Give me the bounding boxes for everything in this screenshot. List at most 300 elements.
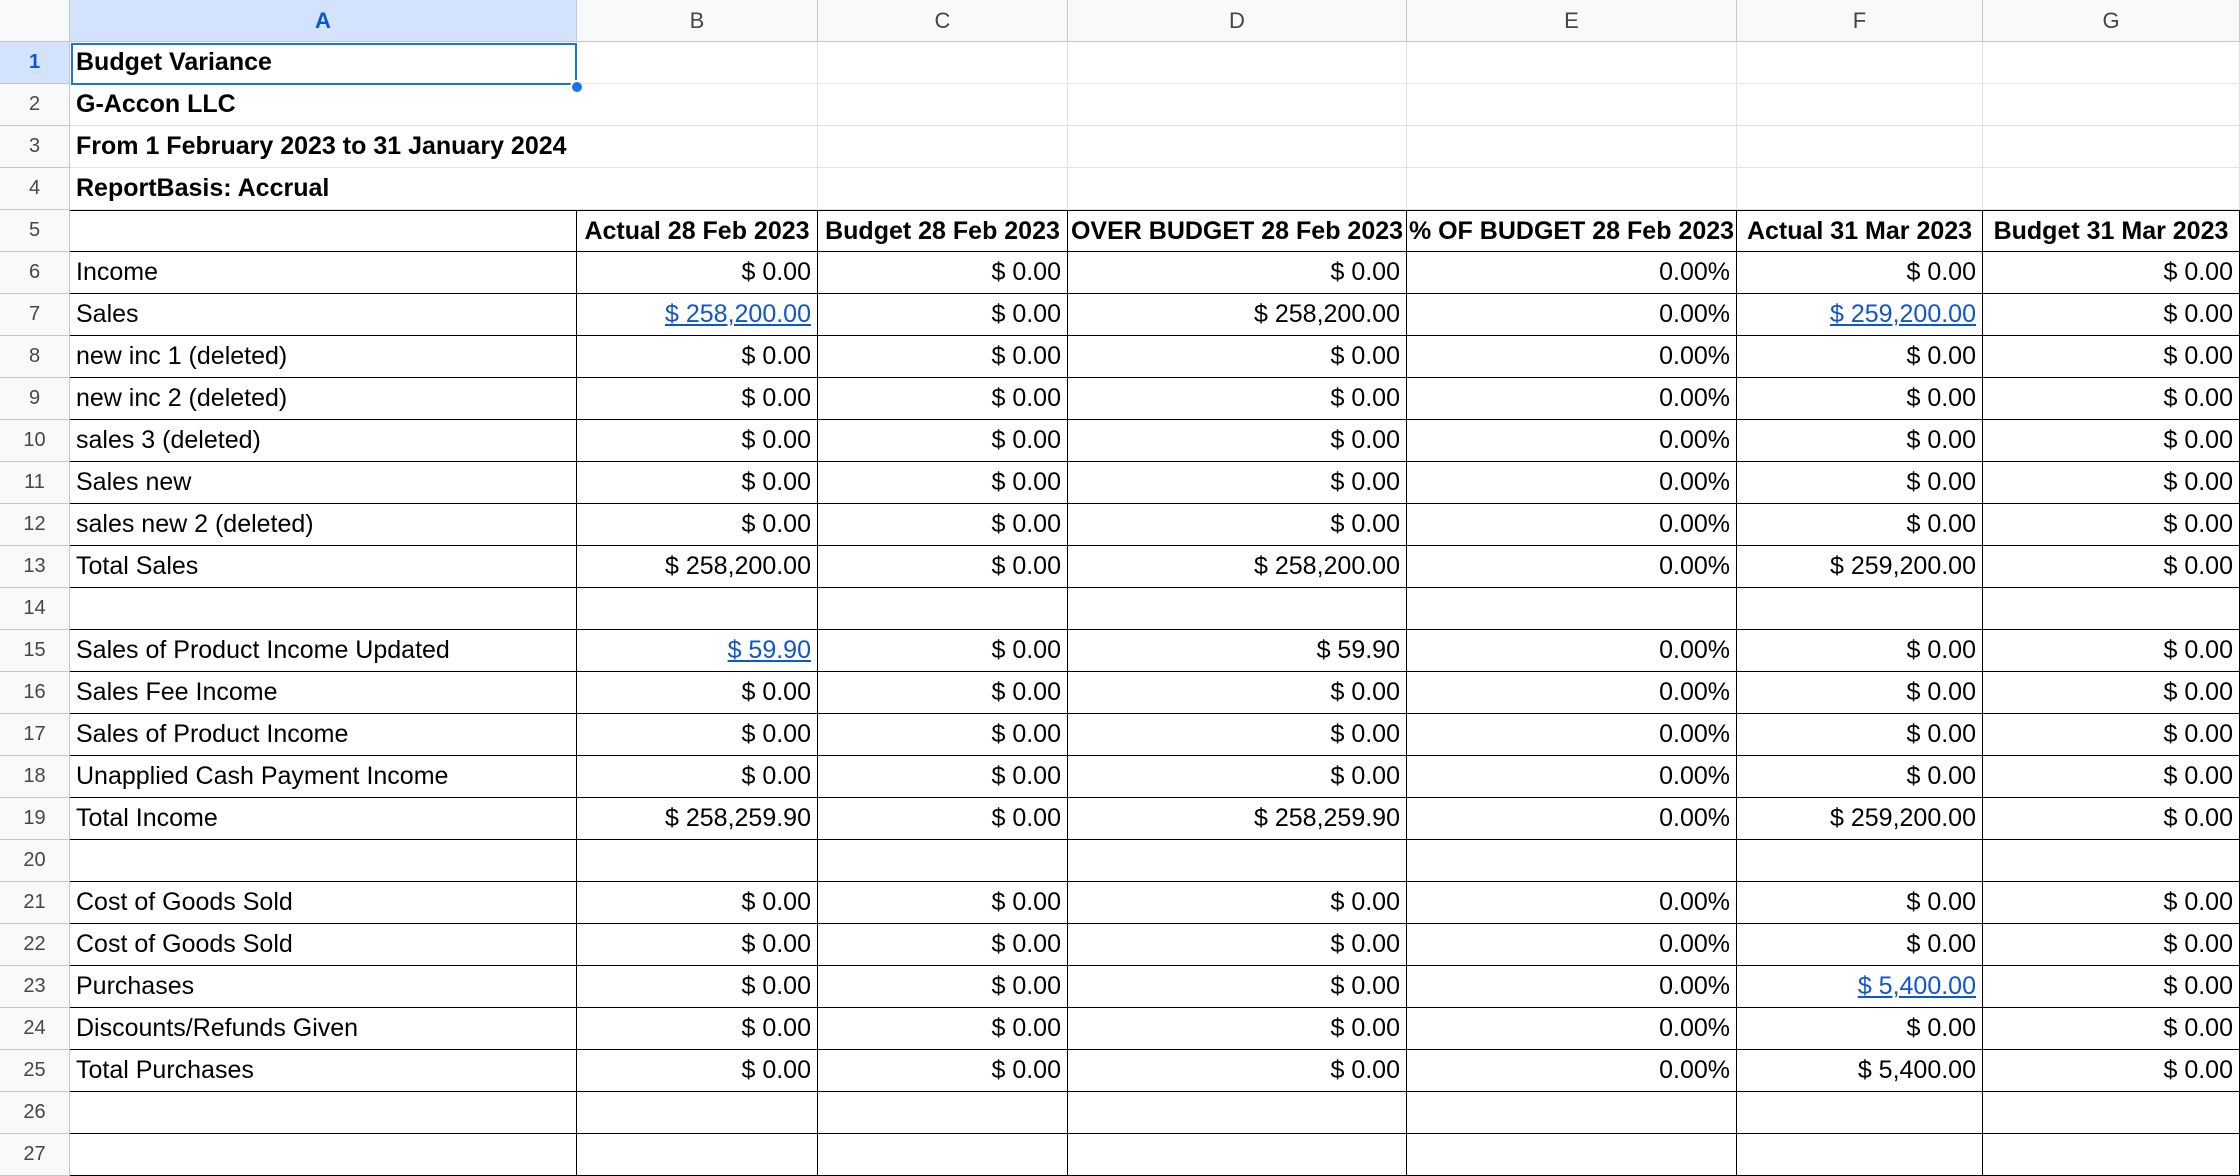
value-text: $ 0.00: [991, 426, 1061, 454]
row-header-24[interactable]: 24: [0, 1008, 70, 1050]
row-header-8[interactable]: 8: [0, 336, 70, 378]
value-cell[interactable]: [577, 1050, 818, 1092]
empty-cell[interactable]: [1407, 1092, 1737, 1134]
row-header-6[interactable]: 6: [0, 252, 70, 294]
row-header-20[interactable]: 20: [0, 840, 70, 882]
value-cell[interactable]: [1737, 504, 1983, 546]
value-text: $ 258,200.00: [665, 552, 811, 580]
value-cell[interactable]: [1068, 630, 1407, 672]
value-cell[interactable]: [1983, 756, 2240, 798]
value-cell[interactable]: [1983, 336, 2240, 378]
empty-cell[interactable]: [1068, 126, 1407, 168]
value-text: $ 0.00: [2163, 300, 2233, 328]
value-text: $ 0.00: [2163, 426, 2233, 454]
value-text: $ 0.00: [991, 468, 1061, 496]
value-cell[interactable]: [1407, 714, 1737, 756]
column-header-e[interactable]: E: [1407, 0, 1737, 42]
value-cell[interactable]: [1983, 1050, 2240, 1092]
value-text: $ 0.00: [741, 762, 811, 790]
row-label[interactable]: Income: [70, 252, 577, 294]
row-header-15[interactable]: 15: [0, 630, 70, 672]
value-cell[interactable]: [1068, 882, 1407, 924]
value-cell[interactable]: [1068, 462, 1407, 504]
report-column-header[interactable]: Budget 31 Mar 2023: [1983, 210, 2240, 252]
empty-cell[interactable]: [1407, 1134, 1737, 1176]
row-header-5[interactable]: 5: [0, 210, 70, 252]
value-text: $ 0.00: [1906, 258, 1976, 286]
value-cell[interactable]: [1983, 966, 2240, 1008]
value-cell[interactable]: [1407, 252, 1737, 294]
value-text: $ 0.00: [741, 342, 811, 370]
value-cell[interactable]: [818, 252, 1068, 294]
value-cell[interactable]: [1068, 504, 1407, 546]
empty-cell[interactable]: [1983, 126, 2240, 168]
empty-cell[interactable]: [1737, 840, 1983, 882]
row-label[interactable]: Unapplied Cash Payment Income: [70, 756, 577, 798]
value-text: 0.00%: [1659, 552, 1730, 580]
column-header-d[interactable]: D: [1068, 0, 1407, 42]
value-text: $ 0.00: [991, 888, 1061, 916]
value-text: 0.00%: [1659, 426, 1730, 454]
value-cell[interactable]: [1068, 966, 1407, 1008]
value-cell[interactable]: [1737, 294, 1983, 336]
column-header-a[interactable]: A: [70, 0, 577, 42]
value-cell[interactable]: [1407, 966, 1737, 1008]
value-cell[interactable]: [818, 714, 1068, 756]
report-column-header[interactable]: OVER BUDGET 28 Feb 2023: [1068, 210, 1407, 252]
row-header-25[interactable]: 25: [0, 1050, 70, 1092]
row-label[interactable]: Total Sales: [70, 546, 577, 588]
value-cell[interactable]: [577, 336, 818, 378]
empty-cell[interactable]: [1737, 1134, 1983, 1176]
value-cell[interactable]: [1983, 1008, 2240, 1050]
value-text: $ 0.00: [741, 384, 811, 412]
value-cell[interactable]: [1068, 672, 1407, 714]
value-text: $ 0.00: [2163, 804, 2233, 832]
empty-cell[interactable]: [818, 84, 1068, 126]
value-text: 0.00%: [1659, 384, 1730, 412]
report-column-header[interactable]: % OF BUDGET 28 Feb 2023: [1407, 210, 1737, 252]
value-cell[interactable]: [1737, 714, 1983, 756]
value-text: $ 0.00: [991, 258, 1061, 286]
value-cell[interactable]: [1407, 462, 1737, 504]
row-header-14[interactable]: 14: [0, 588, 70, 630]
column-header-blank[interactable]: [70, 210, 577, 252]
value-cell[interactable]: [577, 966, 818, 1008]
value-cell[interactable]: [818, 672, 1068, 714]
empty-cell[interactable]: [1737, 1092, 1983, 1134]
value-cell[interactable]: [818, 294, 1068, 336]
value-cell[interactable]: [1983, 882, 2240, 924]
value-cell[interactable]: [577, 714, 818, 756]
value-cell[interactable]: [1407, 630, 1737, 672]
empty-cell[interactable]: [1068, 840, 1407, 882]
value-cell[interactable]: [577, 462, 818, 504]
empty-cell[interactable]: [1068, 588, 1407, 630]
value-cell[interactable]: [1983, 630, 2240, 672]
value-cell[interactable]: [1737, 336, 1983, 378]
value-text: 0.00%: [1659, 930, 1730, 958]
value-text: 0.00%: [1659, 468, 1730, 496]
value-cell[interactable]: [1737, 756, 1983, 798]
value-text: $ 0.00: [1906, 720, 1976, 748]
row-header-7[interactable]: 7: [0, 294, 70, 336]
value-cell[interactable]: [1068, 714, 1407, 756]
value-cell[interactable]: [1407, 294, 1737, 336]
empty-cell[interactable]: [1983, 588, 2240, 630]
value-cell[interactable]: [1407, 504, 1737, 546]
empty-cell[interactable]: [1407, 168, 1737, 210]
empty-cell[interactable]: [1737, 168, 1983, 210]
value-text: 0.00%: [1659, 510, 1730, 538]
value-cell[interactable]: [1737, 672, 1983, 714]
value-cell[interactable]: [818, 798, 1068, 840]
row-header-10[interactable]: 10: [0, 420, 70, 462]
empty-cell[interactable]: [577, 588, 818, 630]
value-text: 0.00%: [1659, 342, 1730, 370]
empty-cell[interactable]: [818, 42, 1068, 84]
value-text: $ 0.00: [741, 678, 811, 706]
row-label[interactable]: Total Income: [70, 798, 577, 840]
value-cell[interactable]: [1737, 546, 1983, 588]
empty-cell[interactable]: [1068, 84, 1407, 126]
value-text: $ 0.00: [2163, 342, 2233, 370]
value-text: $ 0.00: [1330, 972, 1400, 1000]
row-header-1[interactable]: 1: [0, 42, 70, 84]
value-cell[interactable]: [577, 672, 818, 714]
value-cell[interactable]: [1407, 546, 1737, 588]
value-text: $ 0.00: [1906, 510, 1976, 538]
value-cell[interactable]: [1068, 252, 1407, 294]
value-cell[interactable]: [1407, 1050, 1737, 1092]
empty-cell[interactable]: [1737, 42, 1983, 84]
value-cell[interactable]: [577, 882, 818, 924]
value-cell[interactable]: [1068, 336, 1407, 378]
value-text: $ 0.00: [741, 510, 811, 538]
drilldown-link[interactable]: $ 258,200.00: [665, 300, 811, 328]
empty-cell[interactable]: [70, 840, 577, 882]
value-text: 0.00%: [1659, 804, 1730, 832]
report-column-header[interactable]: Actual 28 Feb 2023: [577, 210, 818, 252]
value-cell[interactable]: [1737, 924, 1983, 966]
column-header-c[interactable]: C: [818, 0, 1068, 42]
report-title-row-1[interactable]: Budget Variance: [70, 42, 818, 84]
row-header-11[interactable]: 11: [0, 462, 70, 504]
value-cell[interactable]: [1737, 420, 1983, 462]
value-cell[interactable]: [1983, 924, 2240, 966]
value-cell[interactable]: [818, 966, 1068, 1008]
value-text: $ 0.00: [2163, 930, 2233, 958]
row-header-13[interactable]: 13: [0, 546, 70, 588]
value-cell[interactable]: [818, 378, 1068, 420]
value-cell[interactable]: [1737, 882, 1983, 924]
empty-cell[interactable]: [1983, 1134, 2240, 1176]
value-cell[interactable]: [577, 252, 818, 294]
column-header-f[interactable]: F: [1737, 0, 1983, 42]
empty-cell[interactable]: [818, 168, 1068, 210]
value-text: $ 0.00: [1330, 720, 1400, 748]
value-cell[interactable]: [577, 756, 818, 798]
row-label[interactable]: Cost of Goods Sold: [70, 882, 577, 924]
value-cell[interactable]: [1407, 798, 1737, 840]
row-header-18[interactable]: 18: [0, 756, 70, 798]
value-text: $ 258,259.90: [1254, 804, 1400, 832]
value-text: 0.00%: [1659, 258, 1730, 286]
value-cell[interactable]: [1983, 672, 2240, 714]
empty-cell[interactable]: [818, 1134, 1068, 1176]
value-cell[interactable]: [1068, 798, 1407, 840]
empty-cell[interactable]: [577, 1134, 818, 1176]
empty-cell[interactable]: [70, 1134, 577, 1176]
value-cell[interactable]: [577, 1008, 818, 1050]
value-cell[interactable]: [1737, 966, 1983, 1008]
value-text: 0.00%: [1659, 1014, 1730, 1042]
value-text: $ 0.00: [2163, 510, 2233, 538]
value-text: $ 0.00: [1906, 342, 1976, 370]
value-text: $ 0.00: [991, 552, 1061, 580]
row-header-17[interactable]: 17: [0, 714, 70, 756]
row-label[interactable]: new inc 1 (deleted): [70, 336, 577, 378]
empty-cell[interactable]: [818, 1092, 1068, 1134]
value-text: $ 0.00: [1330, 762, 1400, 790]
value-text: $ 0.00: [2163, 552, 2233, 580]
value-cell[interactable]: [577, 630, 818, 672]
value-text: $ 0.00: [991, 636, 1061, 664]
report-title-row-4[interactable]: ReportBasis: Accrual: [70, 168, 818, 210]
value-cell[interactable]: [1983, 420, 2240, 462]
value-text: $ 259,200.00: [1830, 804, 1976, 832]
value-cell[interactable]: [577, 546, 818, 588]
row-label[interactable]: Cost of Goods Sold: [70, 924, 577, 966]
row-header-16[interactable]: 16: [0, 672, 70, 714]
empty-cell[interactable]: [1068, 1092, 1407, 1134]
row-header-23[interactable]: 23: [0, 966, 70, 1008]
row-label[interactable]: Total Purchases: [70, 1050, 577, 1092]
value-cell[interactable]: [818, 1008, 1068, 1050]
value-text: $ 0.00: [741, 426, 811, 454]
value-text: $ 0.00: [2163, 678, 2233, 706]
value-text: $ 0.00: [991, 972, 1061, 1000]
value-text: 0.00%: [1659, 1056, 1730, 1084]
row-label[interactable]: Sales of Product Income Updated: [70, 630, 577, 672]
empty-cell[interactable]: [1407, 84, 1737, 126]
value-text: $ 0.00: [991, 930, 1061, 958]
drilldown-link[interactable]: $ 59.90: [727, 636, 811, 664]
row-label[interactable]: Sales of Product Income: [70, 714, 577, 756]
empty-cell[interactable]: [1068, 168, 1407, 210]
row-header-4[interactable]: 4: [0, 168, 70, 210]
value-cell[interactable]: [818, 924, 1068, 966]
value-text: $ 0.00: [741, 888, 811, 916]
empty-cell[interactable]: [1407, 42, 1737, 84]
empty-cell[interactable]: [1407, 840, 1737, 882]
row-header-27[interactable]: 27: [0, 1134, 70, 1176]
value-cell[interactable]: [1068, 1050, 1407, 1092]
value-text: $ 0.00: [991, 1014, 1061, 1042]
value-cell[interactable]: [1407, 882, 1737, 924]
empty-cell[interactable]: [1737, 588, 1983, 630]
value-cell[interactable]: [577, 378, 818, 420]
row-label[interactable]: Sales: [70, 294, 577, 336]
value-cell[interactable]: [1407, 336, 1737, 378]
value-cell[interactable]: [1983, 378, 2240, 420]
value-text: $ 0.00: [741, 468, 811, 496]
empty-cell[interactable]: [1737, 84, 1983, 126]
empty-cell[interactable]: [1737, 126, 1983, 168]
row-header-2[interactable]: 2: [0, 84, 70, 126]
empty-cell[interactable]: [70, 1092, 577, 1134]
value-text: $ 0.00: [1906, 762, 1976, 790]
value-cell[interactable]: [818, 630, 1068, 672]
value-cell[interactable]: [1737, 462, 1983, 504]
value-cell[interactable]: [1737, 378, 1983, 420]
value-cell[interactable]: [1737, 1050, 1983, 1092]
value-text: $ 59.90: [1316, 636, 1400, 664]
value-cell[interactable]: [818, 504, 1068, 546]
empty-cell[interactable]: [1407, 588, 1737, 630]
value-cell[interactable]: [1407, 756, 1737, 798]
value-text: $ 0.00: [1330, 426, 1400, 454]
value-cell[interactable]: [818, 546, 1068, 588]
value-cell[interactable]: [1068, 756, 1407, 798]
value-cell[interactable]: [1983, 714, 2240, 756]
value-text: $ 0.00: [2163, 384, 2233, 412]
row-label[interactable]: sales new 2 (deleted): [70, 504, 577, 546]
select-all-corner[interactable]: [0, 0, 70, 42]
empty-cell[interactable]: [818, 126, 1068, 168]
empty-cell[interactable]: [577, 840, 818, 882]
report-title-row-2[interactable]: G-Accon LLC: [70, 84, 818, 126]
value-text: $ 0.00: [2163, 636, 2233, 664]
value-cell[interactable]: [577, 504, 818, 546]
value-cell[interactable]: [1983, 798, 2240, 840]
row-header-12[interactable]: 12: [0, 504, 70, 546]
value-cell[interactable]: [1407, 378, 1737, 420]
value-cell[interactable]: [1737, 630, 1983, 672]
value-cell[interactable]: [818, 756, 1068, 798]
empty-cell[interactable]: [818, 840, 1068, 882]
row-header-21[interactable]: 21: [0, 882, 70, 924]
value-cell[interactable]: [1407, 672, 1737, 714]
value-text: $ 0.00: [2163, 720, 2233, 748]
value-cell[interactable]: [818, 336, 1068, 378]
value-cell[interactable]: [1983, 294, 2240, 336]
value-cell[interactable]: [818, 1050, 1068, 1092]
value-text: $ 0.00: [741, 258, 811, 286]
row-header-3[interactable]: 3: [0, 126, 70, 168]
empty-cell[interactable]: [1983, 168, 2240, 210]
value-text: $ 0.00: [991, 804, 1061, 832]
value-text: $ 0.00: [1330, 930, 1400, 958]
drilldown-link[interactable]: $ 259,200.00: [1830, 300, 1976, 328]
value-text: $ 0.00: [1906, 468, 1976, 496]
value-text: $ 0.00: [1906, 930, 1976, 958]
empty-cell[interactable]: [1407, 126, 1737, 168]
value-text: $ 258,259.90: [665, 804, 811, 832]
value-text: $ 0.00: [1330, 678, 1400, 706]
value-cell[interactable]: [1983, 546, 2240, 588]
row-label[interactable]: new inc 2 (deleted): [70, 378, 577, 420]
row-label[interactable]: Sales new: [70, 462, 577, 504]
value-cell[interactable]: [577, 798, 818, 840]
value-cell[interactable]: [1407, 924, 1737, 966]
empty-cell[interactable]: [1983, 84, 2240, 126]
value-text: 0.00%: [1659, 762, 1730, 790]
empty-cell[interactable]: [1983, 1092, 2240, 1134]
value-text: $ 0.00: [741, 972, 811, 1000]
value-text: $ 259,200.00: [1830, 552, 1976, 580]
value-text: $ 0.00: [2163, 1014, 2233, 1042]
report-column-header[interactable]: Actual 31 Mar 2023: [1737, 210, 1983, 252]
value-cell[interactable]: [1068, 546, 1407, 588]
empty-cell[interactable]: [1983, 840, 2240, 882]
report-title-row-3[interactable]: From 1 February 2023 to 31 January 2024: [70, 126, 818, 168]
value-text: 0.00%: [1659, 300, 1730, 328]
fill-handle[interactable]: [570, 80, 584, 94]
value-cell[interactable]: [577, 420, 818, 462]
value-cell[interactable]: [1983, 462, 2240, 504]
value-text: 0.00%: [1659, 636, 1730, 664]
value-cell[interactable]: [1983, 252, 2240, 294]
value-cell[interactable]: [1407, 1008, 1737, 1050]
value-cell[interactable]: [1737, 1008, 1983, 1050]
value-cell[interactable]: [818, 882, 1068, 924]
value-cell[interactable]: [818, 420, 1068, 462]
value-cell[interactable]: [1407, 420, 1737, 462]
row-header-19[interactable]: 19: [0, 798, 70, 840]
row-header-26[interactable]: 26: [0, 1092, 70, 1134]
value-cell[interactable]: [1068, 1008, 1407, 1050]
drilldown-link[interactable]: $ 5,400.00: [1857, 972, 1976, 1000]
value-cell[interactable]: [577, 294, 818, 336]
value-cell[interactable]: [1068, 420, 1407, 462]
value-cell[interactable]: [1068, 294, 1407, 336]
value-text: $ 0.00: [1906, 384, 1976, 412]
value-text: $ 0.00: [2163, 468, 2233, 496]
row-label[interactable]: Discounts/Refunds Given: [70, 1008, 577, 1050]
value-cell[interactable]: [1983, 504, 2240, 546]
empty-cell[interactable]: [577, 1092, 818, 1134]
row-label[interactable]: sales 3 (deleted): [70, 420, 577, 462]
row-label[interactable]: Purchases: [70, 966, 577, 1008]
empty-cell[interactable]: [70, 588, 577, 630]
value-text: $ 0.00: [991, 762, 1061, 790]
value-cell[interactable]: [1737, 252, 1983, 294]
row-header-22[interactable]: 22: [0, 924, 70, 966]
row-label[interactable]: Sales Fee Income: [70, 672, 577, 714]
row-header-9[interactable]: 9: [0, 378, 70, 420]
value-text: $ 0.00: [1906, 1014, 1976, 1042]
value-cell[interactable]: [1068, 378, 1407, 420]
empty-cell[interactable]: [1068, 42, 1407, 84]
value-text: $ 0.00: [2163, 258, 2233, 286]
value-cell[interactable]: [1737, 798, 1983, 840]
value-cell[interactable]: [1068, 924, 1407, 966]
report-column-header[interactable]: Budget 28 Feb 2023: [818, 210, 1068, 252]
empty-cell[interactable]: [1983, 42, 2240, 84]
value-text: 0.00%: [1659, 972, 1730, 1000]
value-text: $ 0.00: [1906, 678, 1976, 706]
value-cell[interactable]: [577, 924, 818, 966]
value-text: $ 0.00: [741, 930, 811, 958]
value-text: $ 0.00: [1330, 888, 1400, 916]
column-header-g[interactable]: G: [1983, 0, 2240, 42]
empty-cell[interactable]: [1068, 1134, 1407, 1176]
column-header-b[interactable]: B: [577, 0, 818, 42]
value-text: $ 0.00: [1906, 636, 1976, 664]
value-cell[interactable]: [818, 462, 1068, 504]
empty-cell[interactable]: [818, 588, 1068, 630]
